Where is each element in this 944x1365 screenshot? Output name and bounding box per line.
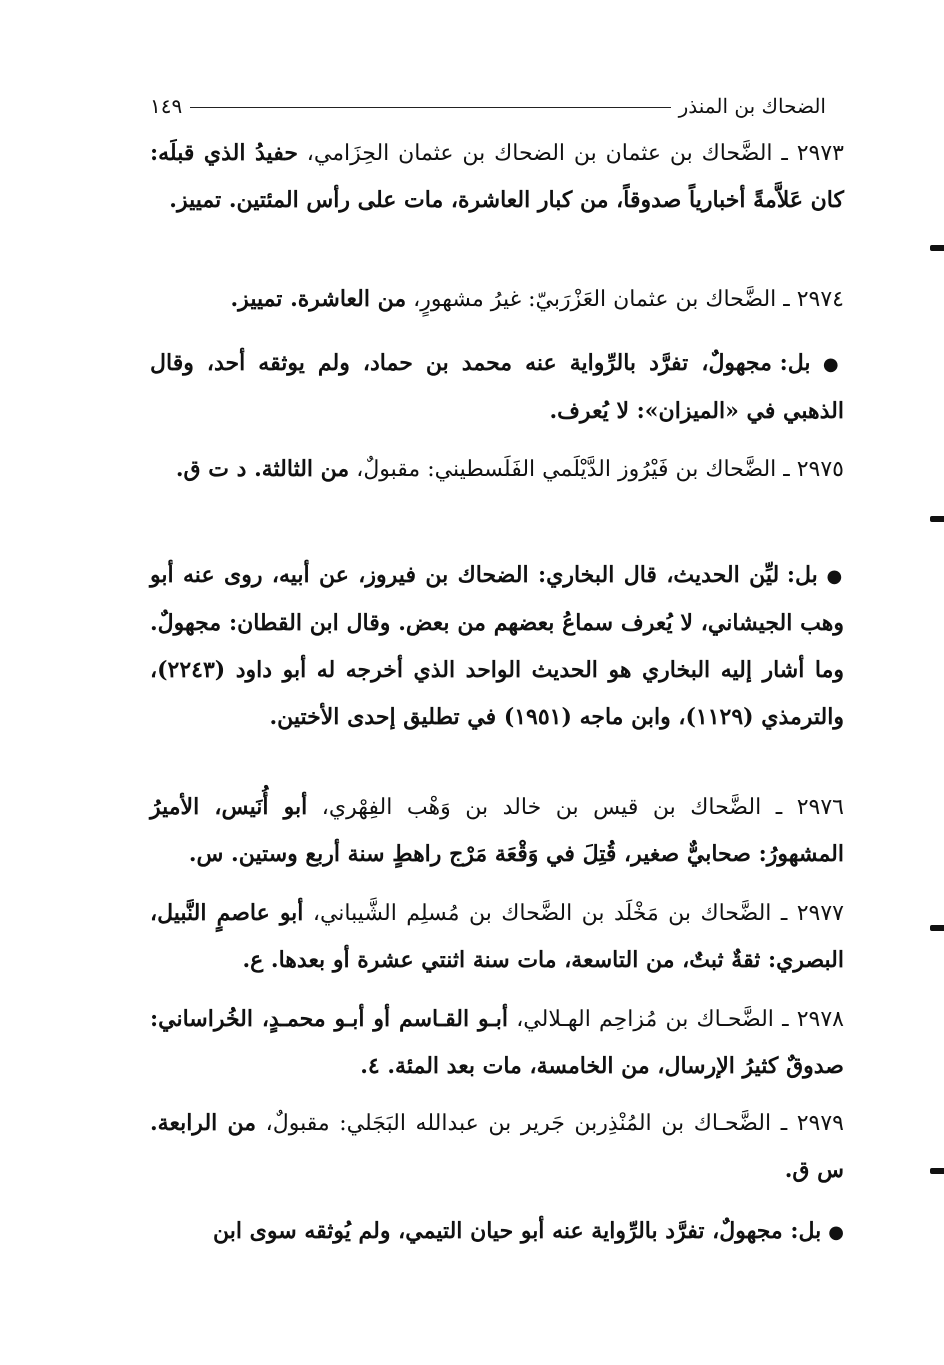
entry-number: ٢٩٧٤ ـ	[783, 287, 844, 312]
entry-2976	[150, 784, 844, 878]
entry-2975	[150, 446, 844, 493]
entry-description: من العاشرة. تمييز.	[230, 286, 407, 312]
editor-note	[150, 1208, 844, 1256]
entry-description: أبو عاصمٍ النَّبيل، البصري: ثقةٌ ثبتٌ، من التاسعة، مات سنة اثنتي عشرة أو بعدها. ع.	[150, 900, 844, 973]
note-text: بل: مجهولٌ، تفرَّد بالرِّواية عنه محمد بن حماد، ولم يوثقه أحد، وقال الذهبي في «الميزان»: لا يُعرف.	[150, 350, 844, 424]
entry-name: الضَّحـاك بن المُنْذِربن جَرير بن عبدالله البَجَلي: مقبولٌ،	[265, 1111, 772, 1136]
edge-mark	[930, 516, 944, 522]
entry-name: الضَّحاك بن عثمان العَزْرَبيّ: غيرُ مشهورٍ،	[413, 287, 777, 312]
entry-description: حفيدُ الذي قبلَه: كان عَلاَّمةً أخبارياً صدوقاً، من كبار العاشرة، مات على رأس المئتين. تمييز.	[150, 140, 844, 213]
entry-description: أبو أُنَيس، الأميرُ المشهورُ: صحابيٌّ صغير، قُتِلَ في وَقْعَة مَرْج راهطٍ سنة أربع وستين. س.	[150, 794, 844, 867]
edge-mark	[930, 1168, 944, 1174]
entry-number: ٢٩٧٧ ـ	[780, 901, 844, 926]
editor-note	[150, 340, 844, 435]
page-header	[150, 84, 826, 118]
entry-number: ٢٩٧٦ ـ	[775, 795, 844, 820]
entry-name: الضَّحاك بن فَيْرُوز الدَّيْلَمي الفَلَسطيني: مقبولٌ،	[356, 457, 777, 482]
entry-description: أبـو القـاسم أو أبـو محمـدٍ، الخُراساني: صدوقٌ كثيرُ الإرسال، من الخامسة، مات بعد المئة. ٤.	[150, 1006, 844, 1079]
entry-number: ٢٩٧٨ ـ	[782, 1007, 844, 1032]
entry-2977	[150, 890, 844, 984]
entry-name: الضَّحـاك بن مُزاحِم الهـلالي،	[516, 1007, 774, 1032]
entry-2974	[150, 276, 844, 323]
bullet-icon: ●	[822, 354, 844, 375]
entry-2979	[150, 1100, 844, 1194]
running-head: الضحاك بن المنذر	[678, 94, 826, 118]
header-rule	[190, 107, 670, 108]
entry-number: ٢٩٧٣ ـ	[781, 141, 844, 166]
entry-name: الضَّحاك بن مَخْلَد بن الضَّحاك بن مُسلِم الشَّيباني،	[312, 901, 772, 926]
entry-2973	[150, 130, 844, 224]
editor-note	[150, 552, 844, 741]
edge-mark	[930, 245, 944, 251]
entry-name: الضَّحاك بن قيس بن خالد بن وَهْب الفِهْري،	[321, 795, 762, 820]
entry-description: من الرابعة. س ق.	[150, 1110, 844, 1183]
note-text: بل: مجهولٌ، تفرَّد بالرِّواية عنه أبو حيان التيمي، ولم يُوثقه سوى ابن	[213, 1218, 822, 1244]
bullet-icon: ●	[828, 1222, 844, 1243]
entry-2978	[150, 996, 844, 1090]
bullet-icon: ●	[826, 566, 844, 587]
note-text: بل: ليِّن الحديث، قال البخاري: الضحاك بن فيروز، عن أبيه، روى عنه أبو وهب الجيشاني، لا يُعرف سماعُ بعضهم من بعض. وقال ابن القطان: مجهولٌ. وما أشار إليه البخاري هو الحديث الواحد الذي أخرجه له أبو داود (٢٢٤٣)، والترمذي (١١٢٩)، وابن ماجه (١٩٥١) في تطليق إحدى الأختين.	[150, 562, 844, 730]
edge-mark	[930, 925, 944, 931]
entry-number: ٢٩٧٩ ـ	[780, 1111, 844, 1136]
entry-number: ٢٩٧٥ ـ	[783, 457, 844, 482]
entry-description: من الثالثة. د ت ق.	[175, 456, 350, 482]
entry-name: الضَّحاك بن عثمان بن الضحاك بن عثمان الحِزَامي،	[306, 141, 773, 166]
page-number: ١٤٩	[150, 94, 183, 118]
